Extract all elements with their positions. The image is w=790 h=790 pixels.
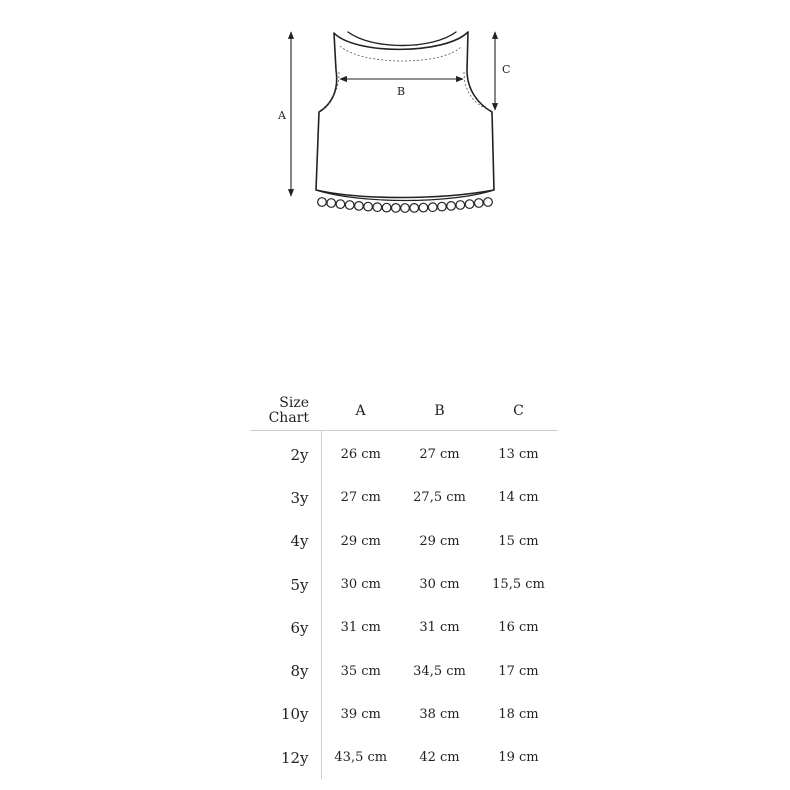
pompom xyxy=(355,202,364,211)
value-b-cell: 29 cm xyxy=(419,533,460,549)
size-cell: 6y xyxy=(290,618,309,637)
size-cell: 5y xyxy=(290,575,309,594)
value-c-cell: 17 cm xyxy=(498,663,539,679)
pompom xyxy=(336,200,345,209)
table-row xyxy=(250,520,558,563)
column-header-b: B xyxy=(400,392,479,431)
size-chart-corner-line1: Size xyxy=(279,395,309,411)
dimension-a xyxy=(277,32,291,196)
pompom xyxy=(465,200,474,209)
pompom xyxy=(438,202,447,211)
value-b-cell: 31 cm xyxy=(419,620,460,636)
column-header-a: A xyxy=(321,392,400,431)
size-chart-header-row xyxy=(250,392,558,431)
value-c-cell: 15 cm xyxy=(498,533,539,549)
size-cell: 12y xyxy=(280,748,309,767)
size-chart-table xyxy=(250,392,558,779)
size-chart-corner xyxy=(250,392,321,431)
pompom xyxy=(428,203,437,212)
column-header-c: C xyxy=(479,392,558,431)
dimension-b-label: B xyxy=(397,85,406,98)
value-a-cell: 27 cm xyxy=(321,476,400,519)
garment-diagram xyxy=(0,0,790,240)
value-a-cell: 43,5 cm xyxy=(321,736,400,779)
pompom xyxy=(364,202,373,211)
dimension-c xyxy=(495,32,510,110)
value-a-cell: 29 cm xyxy=(321,520,400,563)
value-a-cell: 30 cm xyxy=(321,563,400,606)
table-row xyxy=(250,649,558,692)
value-b-cell: 30 cm xyxy=(419,577,460,593)
armhole-stitching xyxy=(322,46,489,110)
pompom xyxy=(382,203,391,212)
pompom xyxy=(318,198,327,207)
value-b-cell: 27 cm xyxy=(419,447,460,463)
table-row xyxy=(250,431,558,477)
size-chart-corner-line2: Chart xyxy=(268,410,309,426)
value-c-cell: 19 cm xyxy=(498,750,539,766)
pompom-trim xyxy=(318,198,493,213)
pompom xyxy=(410,204,419,213)
size-cell: 3y xyxy=(290,488,309,507)
pompom xyxy=(447,202,456,211)
pompom xyxy=(345,201,354,210)
value-c-cell: 13 cm xyxy=(498,447,539,463)
pompom xyxy=(373,203,382,212)
dimension-a-label: A xyxy=(278,109,286,122)
pompom xyxy=(401,204,410,213)
table-row xyxy=(250,606,558,649)
value-a-cell: 35 cm xyxy=(321,649,400,692)
value-b-cell: 27,5 cm xyxy=(413,490,466,506)
value-a-cell: 26 cm xyxy=(321,431,400,477)
value-b-cell: 42 cm xyxy=(419,750,460,766)
value-c-cell: 14 cm xyxy=(498,490,539,506)
value-c-cell: 15,5 cm xyxy=(492,577,545,593)
size-chart-body xyxy=(250,431,558,780)
tank-top-outline xyxy=(316,32,494,201)
value-a-cell: 39 cm xyxy=(321,693,400,736)
value-c-cell: 18 cm xyxy=(498,706,539,722)
value-b-cell: 34,5 cm xyxy=(413,663,466,679)
pompom xyxy=(484,198,493,207)
table-row xyxy=(250,736,558,779)
pompom xyxy=(475,199,484,208)
size-cell: 8y xyxy=(290,662,309,681)
size-cell: 2y xyxy=(290,445,309,464)
dimension-b xyxy=(340,79,463,98)
pompom xyxy=(327,199,336,208)
table-row xyxy=(250,693,558,736)
value-c-cell: 16 cm xyxy=(498,620,539,636)
dimension-c-label: C xyxy=(502,63,511,76)
table-row xyxy=(250,563,558,606)
pompom xyxy=(456,201,465,210)
size-cell: 10y xyxy=(280,705,309,724)
value-a-cell: 31 cm xyxy=(321,606,400,649)
size-cell: 4y xyxy=(290,532,309,551)
table-row xyxy=(250,476,558,519)
pompom xyxy=(392,204,401,213)
value-b-cell: 38 cm xyxy=(419,706,460,722)
pompom xyxy=(419,203,428,212)
